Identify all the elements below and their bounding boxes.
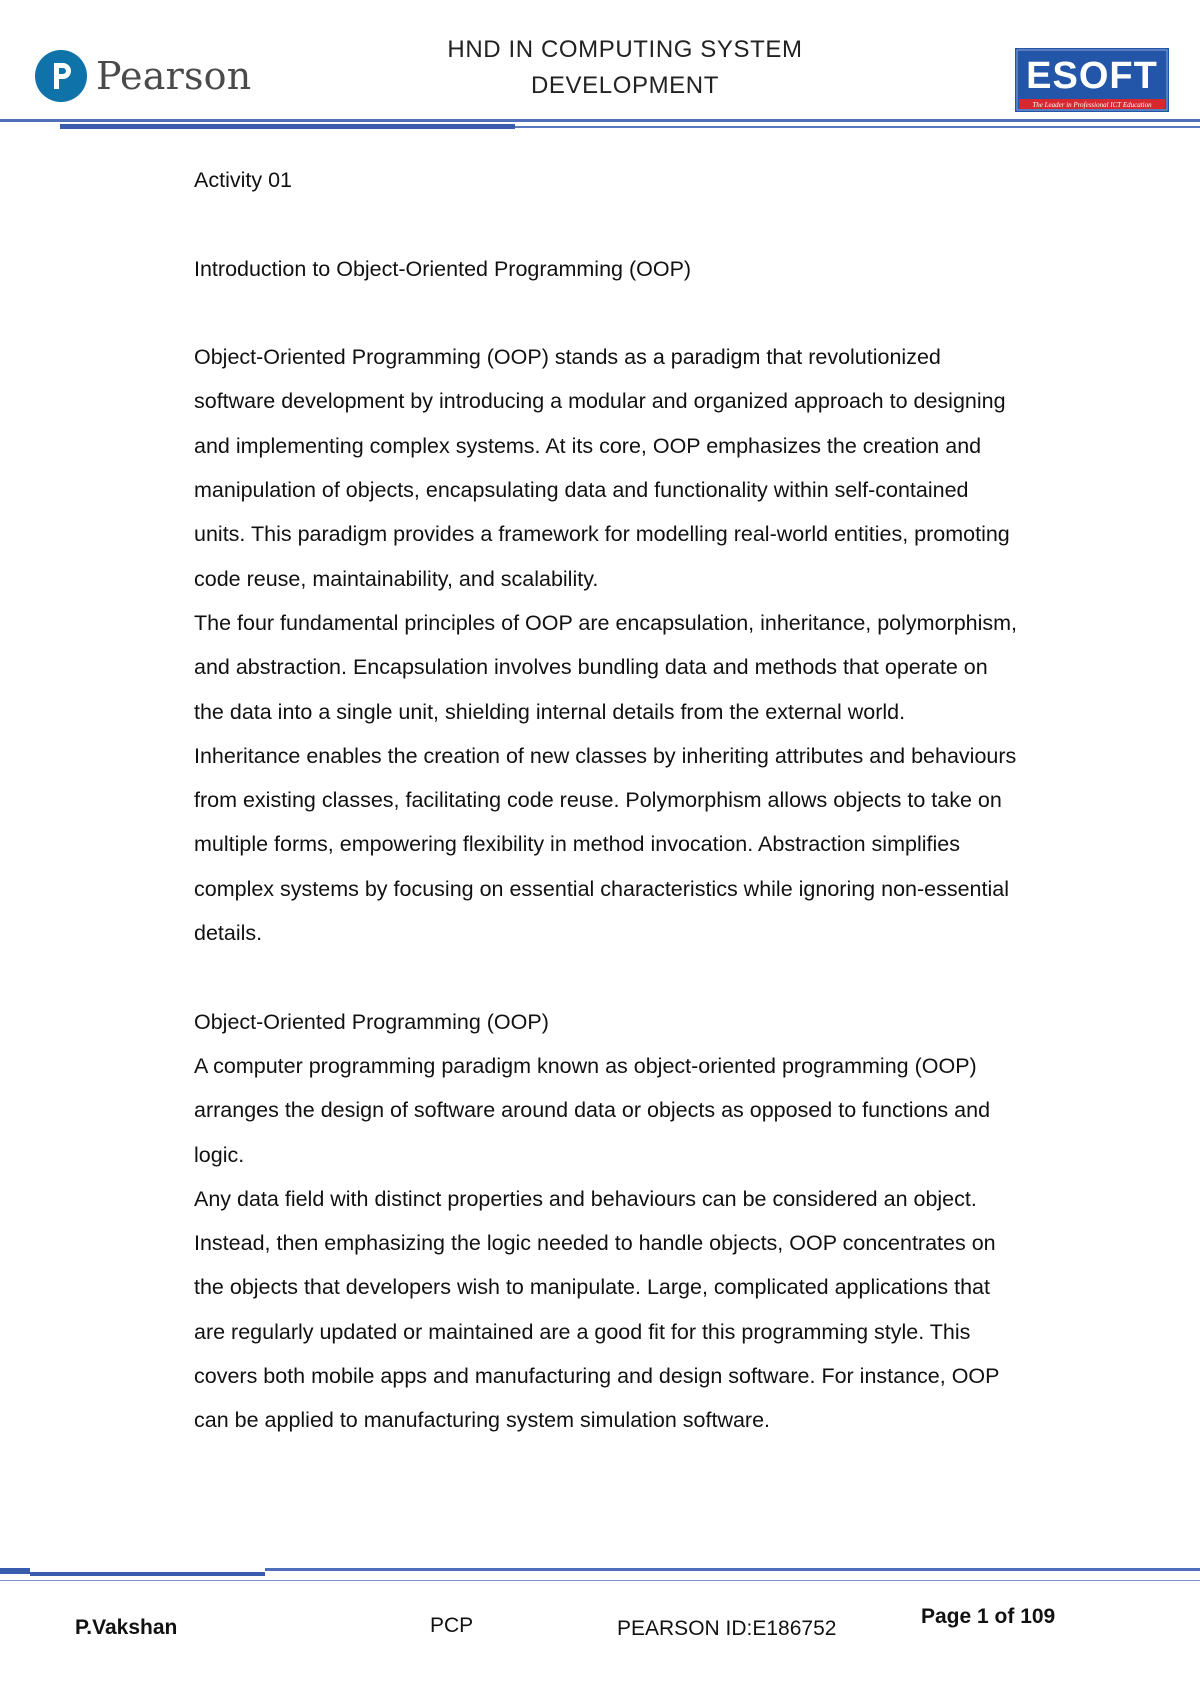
document-body — [194, 158, 1074, 1443]
paragraph-line: code reuse, maintainability, and scalability. — [194, 566, 599, 591]
subheading: Object-Oriented Programming (OOP) — [194, 1009, 549, 1034]
paragraph-line: Object-Oriented Programming (OOP) stands as a paradigm that revolutionized — [194, 345, 941, 370]
page-header — [0, 0, 1200, 140]
paragraph-line: Instead, then emphasizing the logic needed to handle objects, OOP concentrates on — [194, 1231, 996, 1256]
esoft-logo — [1015, 48, 1169, 112]
paragraph-line: arranges the design of software around data or objects as opposed to functions and — [194, 1098, 991, 1123]
pearson-logo — [34, 44, 251, 108]
footer-rule-thin — [0, 1580, 1200, 1581]
paragraph-line: The four fundamental principles of OOP are encapsulation, inheritance, polymorphism, — [194, 610, 1018, 635]
paragraph-line: software development by introducing a modular and organized approach to designing — [194, 389, 1006, 414]
footer-student-name: P.Vakshan — [75, 1616, 178, 1639]
spacer — [194, 291, 1074, 335]
footer-pearson-id: PEARSON ID:E186752 — [617, 1617, 837, 1640]
paragraph-line: covers both mobile apps and manufacturing and design software. For instance, OOP — [194, 1364, 1000, 1389]
paragraph-line: the data into a single unit, shielding internal details from the external world. — [194, 699, 906, 724]
paragraph-line: the objects that developers wish to manipulate. Large, complicated applications that — [194, 1275, 990, 1300]
paragraph-line: units. This paradigm provides a framework for modelling real-world entities, promoting — [194, 522, 1010, 547]
paragraph-line: from existing classes, facilitating code reuse. Polymorphism allows objects to take on — [194, 788, 1002, 813]
paragraph-line: can be applied to manufacturing system simulation software. — [194, 1408, 771, 1433]
section-title: Introduction to Object-Oriented Programming (OOP) — [194, 256, 692, 281]
paragraph-line: Any data field with distinct properties and behaviours can be considered an object. — [194, 1186, 977, 1211]
header-rule-thin — [515, 126, 1200, 128]
footer-rule-accent — [0, 1568, 30, 1574]
footer-rule-accent — [30, 1572, 265, 1576]
paragraph-line: are regularly updated or maintained are a good fit for this programming style. This — [194, 1319, 971, 1344]
esoft-logo-text: ESOFT — [1026, 55, 1158, 97]
header-title-line-2: DEVELOPMENT — [531, 72, 719, 99]
esoft-tagline: The Leader in Professional ICT Education — [1032, 101, 1152, 109]
paragraph-line: and abstraction. Encapsulation involves bundling data and methods that operate on — [194, 655, 988, 680]
paragraph-line: Inheritance enables the creation of new classes by inheriting attributes and behaviours — [194, 743, 1017, 768]
paragraph-line: A computer programming paradigm known as object-oriented programming (OOP) — [194, 1053, 977, 1078]
pearson-p-icon — [34, 49, 88, 103]
paragraph-line: complex systems by focusing on essential characteristics while ignoring non-essential — [194, 876, 1009, 901]
paragraph-line: and implementing complex systems. At its core, OOP emphasizes the creation and — [194, 433, 982, 458]
footer-page-number: Page 1 of 109 — [921, 1605, 1056, 1628]
paragraph-line: manipulation of objects, encapsulating data and functionality within self-contained — [194, 478, 969, 503]
spacer — [194, 955, 1074, 999]
paragraph-line: multiple forms, empowering flexibility in method invocation. Abstraction simplifies — [194, 832, 960, 857]
pearson-wordmark: Pearson — [96, 54, 252, 98]
header-rule — [0, 119, 1200, 122]
header-title-line-1: HND IN COMPUTING SYSTEM — [447, 36, 803, 63]
footer-unit-code: PCP — [430, 1614, 474, 1637]
spacer — [194, 202, 1074, 246]
paragraph-line: logic. — [194, 1142, 245, 1167]
activity-heading: Activity 01 — [194, 168, 292, 192]
document-header-title — [380, 32, 870, 104]
paragraph-line: details. — [194, 921, 263, 946]
header-rule-accent — [60, 124, 515, 129]
footer-rule — [265, 1568, 1200, 1571]
